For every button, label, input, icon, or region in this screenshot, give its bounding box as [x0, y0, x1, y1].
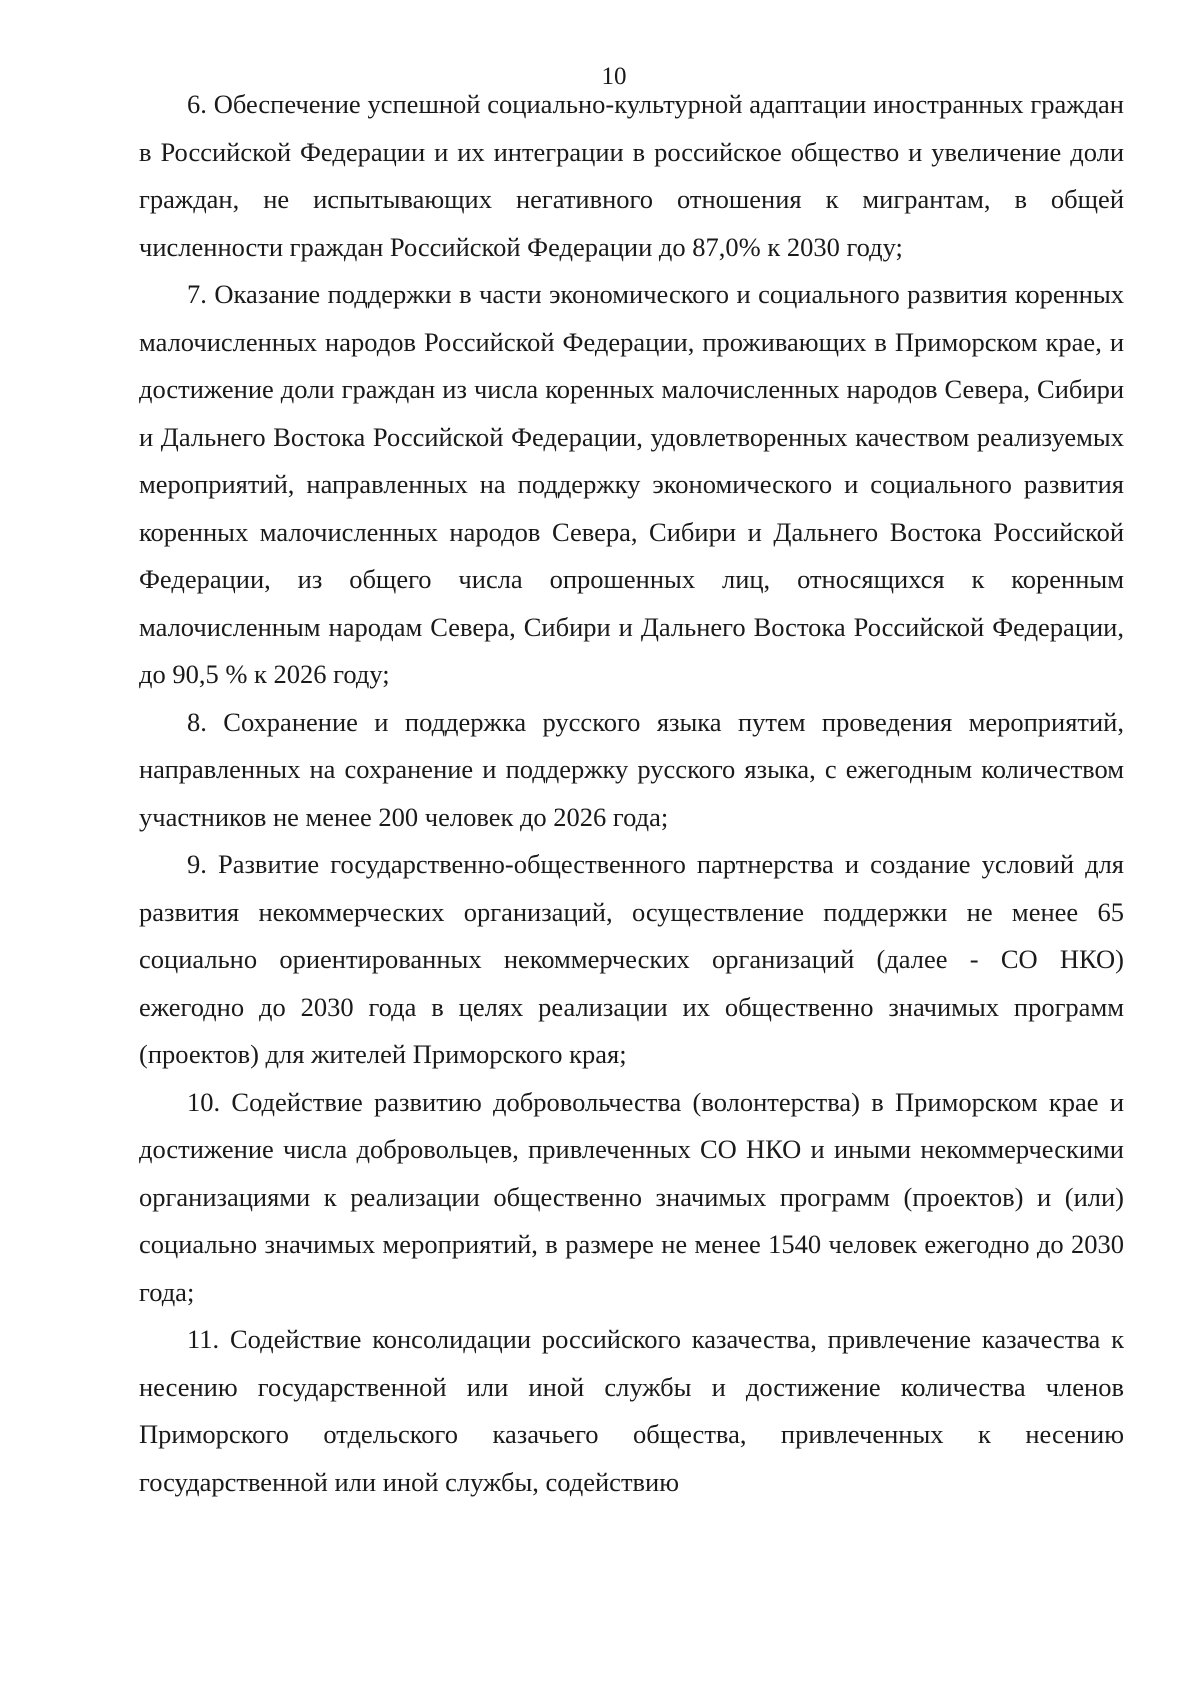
- paragraph-6: 6. Обеспечение успешной социально-культурной адаптации иностранных граждан в Российской Федерации и их интеграции в российское общество и увеличение доли граждан, не испытывающих негативного отношения к мигрантам, в общей численности граждан Российской Федерации до 87,0% к 2030 году;: [139, 89, 1124, 262]
- paragraph-11: 11. Содействие консолидации российского казачества, привлечение казачества к несению государственной или иной службы и достижение количества членов Приморского отдельского казачьего общества, привлеченных к несению государственной или иной службы, содействию: [139, 1324, 1124, 1497]
- paragraph-8: 8. Сохранение и поддержка русского языка путем проведения мероприятий, направленных на сохранение и поддержку русского языка, с ежегодным количеством участников не менее 200 человек до 2026 года;: [139, 706, 1124, 832]
- paragraph-9: 9. Развитие государственно-общественного партнерства и создание условий для развития некоммерческих организаций, осуществление поддержки не менее 65 социально ориентированных некоммерческих организаций (далее - СО НКО) ежегодно до 2030 года в целях реализации их общественно значимых программ (проектов) для жителей Приморского края;: [139, 849, 1124, 1069]
- document-body: [139, 81, 1124, 1506]
- page-number: 10: [601, 63, 627, 90]
- paragraph-10: 10. Содействие развитию добровольчества (волонтерства) в Приморском крае и достижение числа добровольцев, привлеченных СО НКО и иными некоммерческими организациями к реализации общественно значимых программ (проектов) и (или) социально значимых мероприятий, в размере не менее 1540 человек ежегодно до 2030 года;: [139, 1086, 1124, 1307]
- paragraph-7: 7. Оказание поддержки в части экономического и социального развития коренных малочисленных народов Российской Федерации, проживающих в Приморском крае, и достижение доли граждан из числа коренных малочисленных народов Севера, Сибири и Дальнего Востока Российской Федерации, удовлетворенных качеством реализуемых мероприятий, направленных на поддержку экономического и социального развития коренных малочисленных народов Севера, Сибири и Дальнего Востока Российской Федерации, из общего числа опрошенных лиц, относящихся к коренным малочисленным народам Севера, Сибири и Дальнего Востока Российской Федерации, до 90,5 % к 2026 году;: [139, 279, 1124, 689]
